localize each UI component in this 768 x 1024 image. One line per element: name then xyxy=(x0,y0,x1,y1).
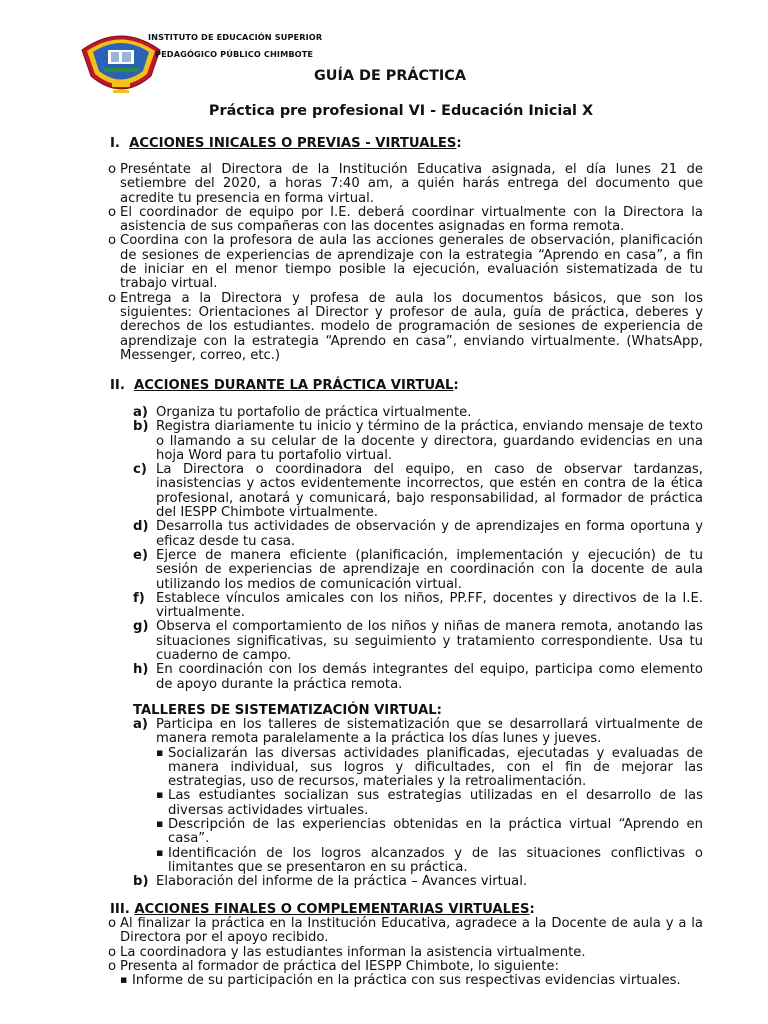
list-letter: b) xyxy=(133,419,149,435)
list-item xyxy=(133,463,703,520)
bullet-o: o xyxy=(108,916,117,931)
list-item-text: Ejerce de manera eficiente (planificación, implementación y ejecución) de tu sesión de experiencias de aprendizaje en coordinación con la docente de aula utilizando los medios de comunicación virtual. xyxy=(156,547,703,592)
list-item-text: Desarrolla tus actividades de observación y de aprendizajes en forma oportuna y eficaz desde tu casa. xyxy=(156,519,703,549)
list-item-text: Establece vínculos amicales con los niños, PP.FF, docentes y directivos de la I.E. virtualmente. xyxy=(156,590,703,621)
section-2-colon: : xyxy=(453,378,459,393)
sub-list-item xyxy=(156,818,703,847)
list-item-text: En coordinación con los demás integrantes del equipo, participa como elemento de apoyo durante la práctica remota. xyxy=(156,662,703,692)
section-2-heading xyxy=(110,378,459,393)
list-item xyxy=(133,592,703,621)
document-title: GUÍA DE PRÁCTICA xyxy=(314,68,466,84)
list-letter: d) xyxy=(133,519,149,535)
section-1-number: I. xyxy=(110,136,120,151)
list-item xyxy=(108,917,703,946)
list-item-text: Coordina con la profesora de aula las acciones generales de observación, planificación de sesiones de experiencias de aprendizaje con la estrategia “Aprendo en casa”, a fin de iniciar en el menor tiempo posible la ejecución, evaluación sistematizada de tu trabajo virtual. xyxy=(120,233,703,292)
section-2-title: ACCIONES DURANTE LA PRÁCTICA VIRTUAL xyxy=(134,378,454,393)
square-bullet-icon: ▪ xyxy=(156,817,164,831)
list-item xyxy=(133,620,703,663)
section-3-colon: : xyxy=(529,902,535,917)
list-letter: b) xyxy=(133,874,149,890)
list-item xyxy=(108,234,703,291)
list-letter: h) xyxy=(133,662,149,678)
list-item xyxy=(133,420,703,463)
list-item-text: La Directora o coordinadora del equipo, en caso de observar tardanzas, inasistencias y actos evidentemente incorrectos, que estén en contra de la ética profesional, anotará y comunicará, bajo responsabilidad, al formador de práctica del IESPP Chimbote virtualmente. xyxy=(156,462,703,521)
square-bullet-icon: ▪ xyxy=(156,845,164,859)
list-item xyxy=(133,549,703,592)
section-2-list xyxy=(133,406,703,692)
institute-name-line1: INSTITUTO DE EDUCACIÓN SUPERIOR xyxy=(148,32,323,42)
talleres-sublist xyxy=(156,747,703,876)
bullet-o: o xyxy=(108,162,117,177)
list-item xyxy=(133,663,703,692)
list-item xyxy=(108,206,703,235)
bullet-o: o xyxy=(108,290,117,306)
section-1-title: ACCIONES INICALES O PREVIAS - VIRTUALES xyxy=(129,136,457,151)
section-3-sublist xyxy=(120,974,703,988)
square-bullet-icon: ▪ xyxy=(120,973,128,987)
list-item xyxy=(133,718,703,875)
list-letter: f) xyxy=(133,590,145,606)
sub-list-item xyxy=(120,974,703,988)
bullet-o: o xyxy=(108,233,117,249)
list-item-text: El coordinador de equipo por I.E. deberá coordinar virtualmente con la Directora la asistencia de sus compañeras con las docentes asignadas en forma remota. xyxy=(120,204,703,235)
sub-list-item xyxy=(156,847,703,876)
list-item xyxy=(133,875,703,889)
square-bullet-icon: ▪ xyxy=(156,788,164,802)
sub-list-item xyxy=(156,789,703,818)
list-item-text: Organiza tu portafolio de práctica virtualmente. xyxy=(156,405,472,420)
list-letter: a) xyxy=(133,717,148,732)
list-item xyxy=(133,520,703,549)
bullet-o: o xyxy=(108,204,117,220)
section-1-colon: : xyxy=(456,136,462,151)
list-item xyxy=(108,292,703,363)
list-letter: a) xyxy=(133,405,148,420)
list-letter: g) xyxy=(133,619,149,635)
list-item-text: La coordinadora y las estudiantes informan la asistencia virtualmente. xyxy=(120,944,586,960)
document-subtitle: Práctica pre profesional VI - Educación Inicial X xyxy=(208,103,594,119)
section-3-heading xyxy=(110,902,535,917)
bullet-o: o xyxy=(108,944,117,960)
talleres-heading: TALLERES DE SISTEMATIZACIÓN VIRTUAL: xyxy=(133,703,442,718)
section-3-number: III. xyxy=(110,902,130,917)
list-item-text: Registra diariamente tu inicio y término de la práctica, enviando mensaje de texto o llamando a su celular de la docente y directora, guardando evidencias en una hoja Word para tu portafolio virtual. xyxy=(156,419,703,463)
list-item-text: Al finalizar la práctica en la Institución Educativa, agradece a la Docente de aula y a la Directora por el apoyo recibido. xyxy=(120,916,703,946)
list-letter: e) xyxy=(133,547,148,563)
square-bullet-icon: ▪ xyxy=(156,745,164,759)
list-item-text: Elaboración del informe de la práctica – Avances virtual. xyxy=(156,874,528,890)
section-3-list xyxy=(108,917,703,988)
section-3-title: ACCIONES FINALES O COMPLEMENTARIAS VIRTUALES xyxy=(134,902,530,917)
list-item-text: Participa en los talleres de sistematización que se desarrollará virtualmente de manera remota paralelamente a la práctica los días lunes y jueves. xyxy=(156,717,703,747)
section-2-number: II. xyxy=(110,378,125,393)
list-item-text: Observa el comportamiento de los niños y niñas de manera remota, anotando las situaciones significativas, su seguimiento y tratamiento correspondiente. Usa tu cuaderno de campo. xyxy=(156,619,703,664)
list-item-text: Entrega a la Directora y profesa de aula los documentos básicos, que son los siguientes: Orientaciones al Director y profesor de aula, guía de práctica, deberes y derechos de los estudiantes. modelo de programación de sesiones de experiencia de aprendizaje con la estrategia “Aprendo en casa”, enviando virtualmente. (WhatsApp, Messenger, correo, etc.) xyxy=(120,290,703,363)
sub-list-item-text: Identificación de los logros alcanzados y de las situaciones conflictivas o limitantes que se presentaron en su práctica. xyxy=(168,845,703,875)
list-letter: c) xyxy=(133,462,147,478)
sub-list-item-text: Descripción de las experiencias obtenidas en la práctica virtual “Aprendo en casa”. xyxy=(168,817,703,847)
sub-list-item-text: Las estudiantes socializan sus estrategias utilizadas en el desarrollo de las diversas actividades virtuales. xyxy=(168,788,703,818)
list-item-text: Preséntate al Directora de la Institución Educativa asignada, el día lunes 21 de setiembre del 2020, a horas 7:40 am, a quién harás entrega del documento que acredite tu presencia en forma virtual. xyxy=(120,162,703,206)
list-item xyxy=(108,946,703,960)
sub-list-item-text: Informe de su participación en la práctica con sus respectivas evidencias virtuales. xyxy=(132,973,681,989)
list-item xyxy=(108,163,703,206)
section-1-list xyxy=(108,163,703,363)
sub-list-item-text: Socializarán las diversas actividades planificadas, ejecutadas y evaluadas de manera individual, sus logros y dificultades, con el fin de mejorar las estrategias, uso de recursos, materiales y la retroalimentación. xyxy=(168,745,703,790)
institute-name-line2: PEDAGÓGICO PÚBLICO CHIMBOTE xyxy=(155,49,314,59)
bullet-o: o xyxy=(108,958,117,974)
talleres-list xyxy=(133,718,703,890)
list-item-text: Presenta al formador de práctica del IESPP Chimbote, lo siguiente: xyxy=(120,958,559,974)
sub-list-item xyxy=(156,747,703,790)
section-1-heading xyxy=(110,136,462,151)
